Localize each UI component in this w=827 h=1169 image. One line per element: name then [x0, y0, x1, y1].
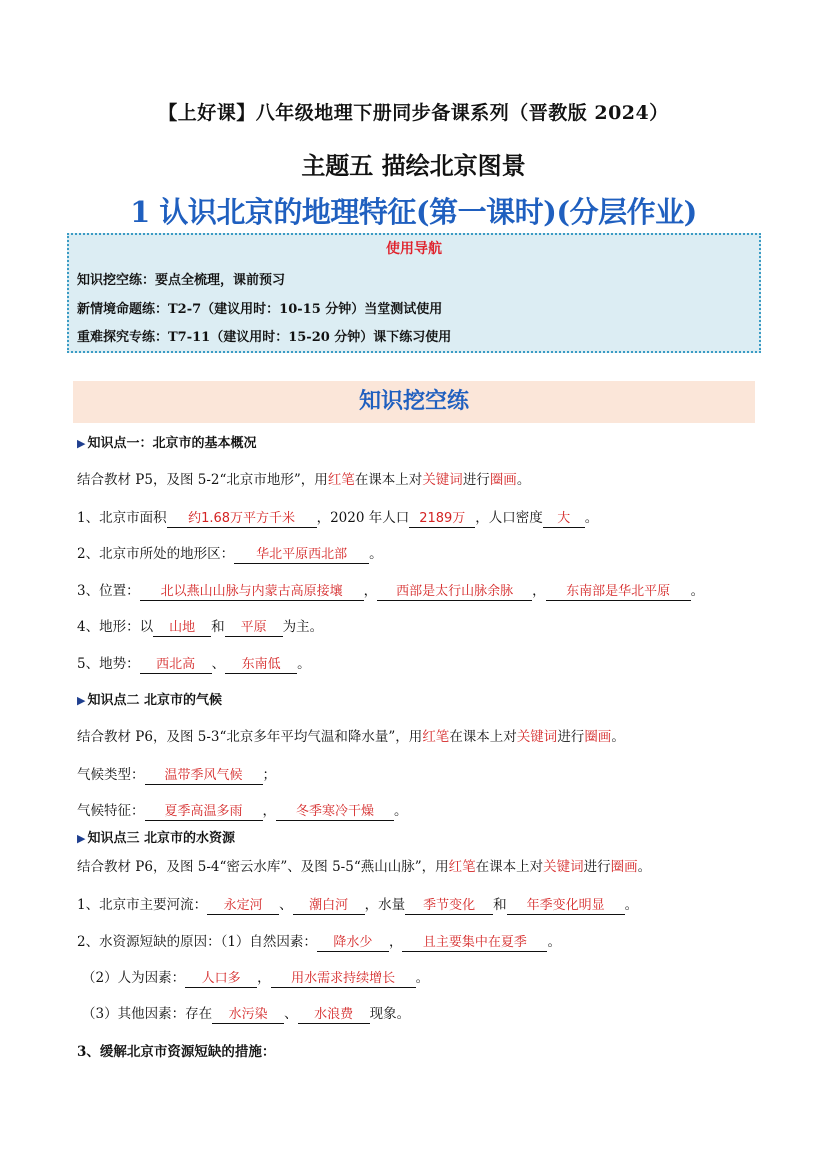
- series-title: 【上好课】八年级地理下册同步备课系列（晋教版 2024）: [158, 102, 669, 124]
- text: 。: [394, 803, 408, 819]
- guide-line: 新情境命题练：T2-7（建议用时：10-15 分钟）当堂测试使用: [77, 302, 443, 317]
- text: ，: [257, 970, 271, 986]
- text: 现象。: [369, 1006, 411, 1022]
- answer-blank: 永定河: [207, 898, 279, 915]
- topic-title: 主题五 描绘北京图景: [301, 151, 526, 180]
- text: 在课本上对: [354, 472, 423, 488]
- text: 在课本上对: [475, 859, 544, 875]
- text: 4、地形：以: [77, 619, 154, 635]
- section-banner: 知识挖空练: [73, 381, 755, 423]
- text: 、: [211, 656, 226, 672]
- red-text: 关键词: [516, 729, 558, 745]
- text: 。: [611, 729, 625, 745]
- red-text: 圈画: [489, 472, 517, 488]
- instruction-line: [77, 725, 625, 745]
- text: 1、北京市面积: [77, 510, 167, 526]
- text: 。: [369, 546, 383, 562]
- guide-line: 知识挖空练：要点全梳理，课前预习: [77, 273, 286, 288]
- heading-text: 知识点一：北京市的基本概况: [87, 436, 257, 451]
- text: ，: [532, 583, 546, 599]
- text: ，: [388, 934, 403, 950]
- question-line: [77, 763, 276, 785]
- text: 结合教材 P6，及图 5-3“北京多年平均气温和降水量”，用: [77, 729, 423, 745]
- text: ，: [363, 583, 378, 599]
- text: 气候类型：: [77, 767, 145, 783]
- answer-blank: 水浪费: [298, 1007, 370, 1024]
- text: 结合教材 P6，及图 5-4“密云水库”、及图 5-5“燕山山脉”，用: [77, 859, 449, 875]
- text: 。: [516, 472, 531, 488]
- answer-blank: 季节变化: [405, 898, 493, 915]
- knowledge-point-heading: [77, 689, 222, 708]
- text: ；: [262, 767, 276, 783]
- red-text: 红笔: [422, 729, 450, 745]
- lesson-title: 1 认识北京的地理特征(第一课时)(分层作业): [130, 195, 697, 229]
- answer-blank: 用水需求持续增长: [271, 971, 416, 988]
- red-text: 关键词: [422, 472, 463, 488]
- question-line: [77, 542, 383, 564]
- answer-blank: 东南部是华北平原: [546, 584, 691, 601]
- text: 。: [297, 656, 311, 672]
- answer-blank: 人口多: [185, 971, 257, 988]
- text: 在课本上对: [449, 729, 517, 745]
- text: ，人口密度: [475, 510, 543, 526]
- knowledge-point-heading: [77, 432, 256, 451]
- text: 1、北京市主要河流：: [77, 897, 208, 913]
- answer-blank: 2189万: [409, 511, 475, 528]
- answer-blank: 大: [543, 511, 585, 528]
- text: 和: [493, 897, 507, 913]
- triangle-bullet-icon: ▶: [77, 437, 86, 450]
- text: 进行: [462, 472, 490, 488]
- answer-blank: 温带季风气候: [145, 768, 263, 785]
- text: ，水量: [364, 897, 406, 913]
- text: 。: [547, 934, 561, 950]
- usage-guide-title: 使用导航: [386, 241, 442, 257]
- question-line: [77, 652, 311, 674]
- text: （2）人为因素：: [82, 970, 186, 986]
- text: 气候特征：: [77, 803, 145, 819]
- answer-blank: 平原: [225, 620, 283, 637]
- instruction-line: [77, 468, 530, 488]
- answer-blank: 山地: [153, 620, 211, 637]
- question-line: [82, 966, 429, 988]
- red-text: 红笔: [448, 859, 476, 875]
- knowledge-point-heading: [77, 827, 235, 846]
- text: 。: [584, 510, 599, 526]
- text: 3、位置：: [77, 583, 140, 599]
- text: ，2020 年人口: [316, 510, 410, 526]
- question-line: [77, 506, 598, 528]
- question-line: [82, 1002, 410, 1024]
- answer-blank: 年季变化明显: [507, 898, 625, 915]
- answer-blank: 西北高: [140, 657, 212, 674]
- answer-blank: 西部是太行山脉余脉: [377, 584, 532, 601]
- text: 结合教材 P5，及图 5-2“北京市地形”，用: [77, 472, 328, 488]
- question-line: [77, 930, 561, 952]
- text: 、: [279, 897, 293, 913]
- triangle-bullet-icon: ▶: [77, 694, 86, 707]
- text: 2、水资源短缺的原因：（1）自然因素：: [77, 934, 317, 950]
- text: 为主。: [282, 619, 324, 635]
- text: ，: [262, 803, 276, 819]
- text: 、: [284, 1006, 298, 1022]
- answer-blank: 冬季寒冷干燥: [276, 804, 394, 821]
- text: 2、北京市所处的地形区：: [77, 546, 235, 562]
- text: 5、地势：: [77, 656, 140, 672]
- text: 进行: [557, 729, 585, 745]
- text: 和: [211, 619, 225, 635]
- answer-blank: 北以燕山山脉与内蒙古高原接壤: [140, 584, 364, 601]
- answer-blank: 东南低: [225, 657, 297, 674]
- guide-line: 重难探究专练：T7-11（建议用时：15-20 分钟）课下练习使用: [77, 330, 452, 345]
- answer-blank: 潮白河: [293, 898, 365, 915]
- text: 。: [415, 970, 430, 986]
- instruction-line: [77, 855, 651, 875]
- heading-text: 知识点三 北京市的水资源: [87, 831, 235, 846]
- answer-blank: 且主要集中在夏季: [402, 935, 547, 952]
- answer-blank: 降水少: [317, 935, 389, 952]
- answer-blank: 夏季高温多雨: [145, 804, 263, 821]
- question-line: [77, 893, 638, 915]
- question-line: [77, 799, 408, 821]
- text: （3）其他因素：存在: [82, 1006, 213, 1022]
- usage-guide-box: [67, 233, 761, 353]
- text: 进行: [583, 859, 611, 875]
- text: 。: [690, 583, 705, 599]
- answer-blank: 约1.68万平方千米: [167, 511, 317, 528]
- question-line: [77, 615, 323, 637]
- answer-blank: 水污染: [212, 1007, 284, 1024]
- red-text: 红笔: [327, 472, 355, 488]
- question-line: [77, 1040, 275, 1060]
- red-text: 圈画: [610, 859, 638, 875]
- answer-blank: 华北平原西北部: [234, 547, 369, 564]
- question-line: [77, 579, 704, 601]
- triangle-bullet-icon: ▶: [77, 832, 86, 845]
- red-text: 关键词: [543, 859, 584, 875]
- text: 3、缓解北京市资源短缺的措施：: [77, 1044, 276, 1060]
- text: 。: [637, 859, 652, 875]
- red-text: 圈画: [584, 729, 612, 745]
- heading-text: 知识点二 北京市的气候: [87, 693, 222, 708]
- text: 。: [624, 897, 639, 913]
